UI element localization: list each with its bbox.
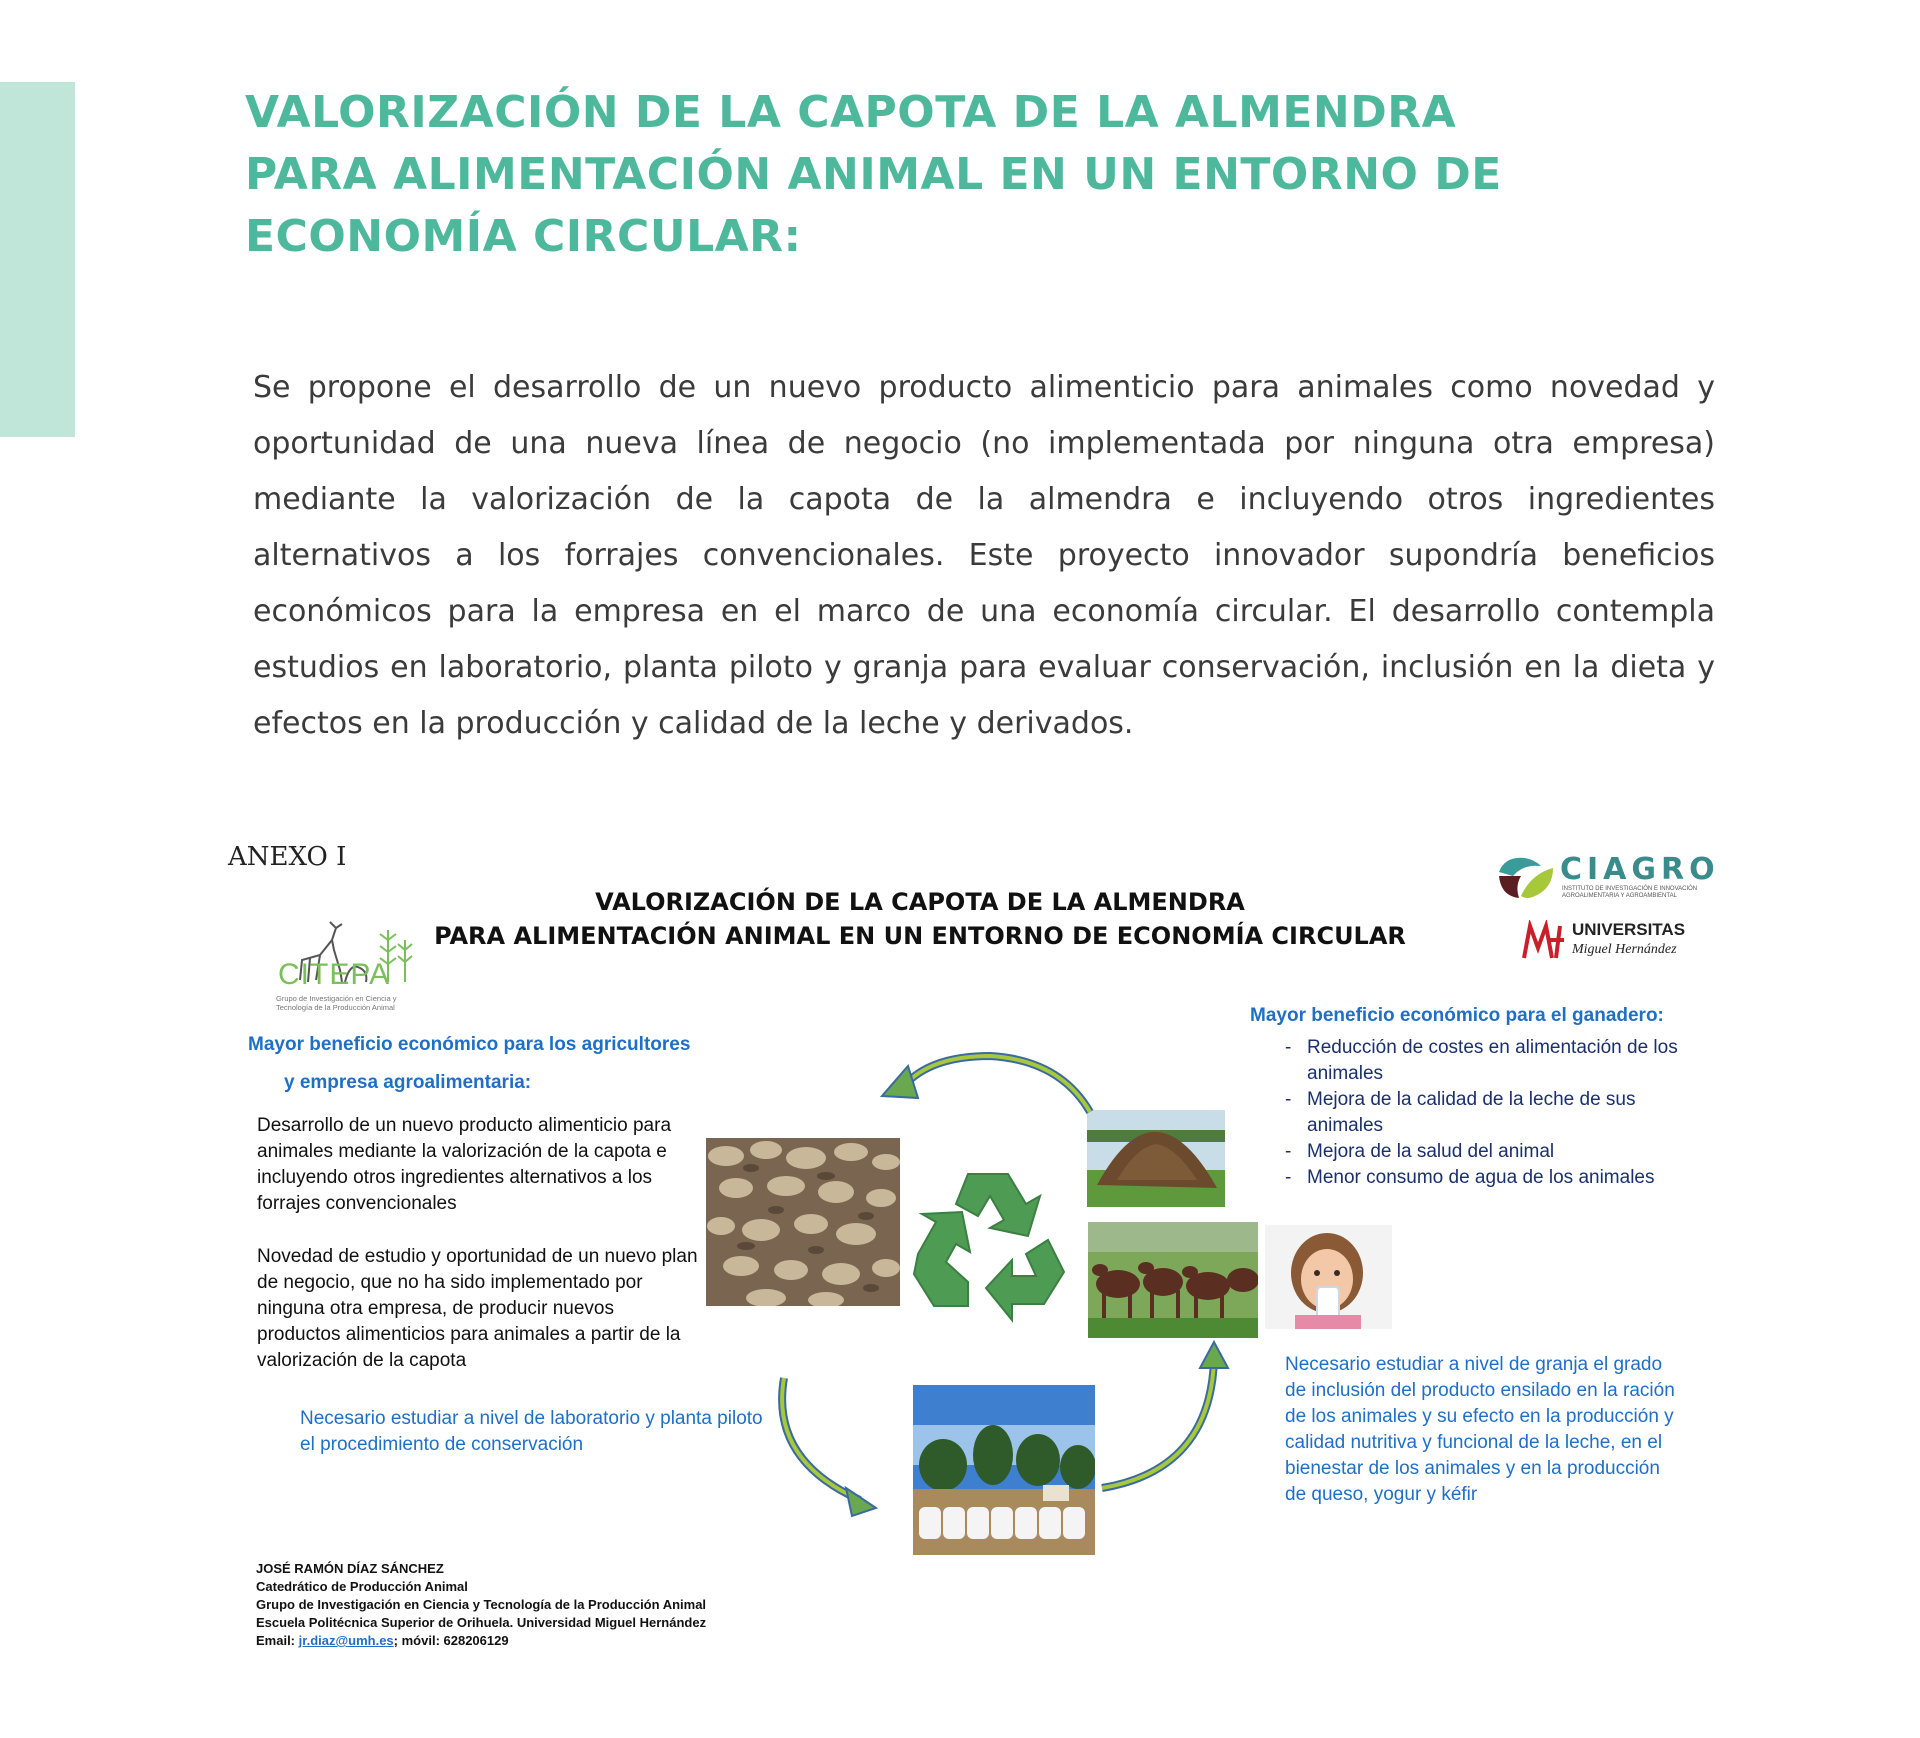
farmers-paragraph-2: Novedad de estudio y oportunidad de un nuevo plan de negocio, que no ha sido implementado por ninguna otra empresa, de producir nuevos productos alimenticios para animales a partir de la valorización de la capota	[257, 1246, 698, 1371]
umh-name: UNIVERSITAS	[1572, 920, 1686, 939]
annex-label: ANEXO I	[228, 842, 347, 872]
citepa-subtitle: Grupo de Investigación en Ciencia y Tecnología de la Producción Animal	[276, 994, 397, 1012]
compost-pile-photo	[1087, 1110, 1225, 1207]
list-item: - Reducción de costes en alimentación de los animales	[1285, 1035, 1715, 1087]
ciagro-leaf-logo-icon	[1495, 852, 1557, 902]
email-label: Email:	[256, 1633, 299, 1648]
author-name: JOSÉ RAMÓN DÍAZ SÁNCHEZ	[256, 1561, 444, 1576]
almond-hulls-photo	[706, 1138, 900, 1306]
silage-bales-photo	[913, 1385, 1095, 1555]
list-item: - Menor consumo de agua de los animales	[1285, 1165, 1715, 1191]
annex-title-line-2: PARA ALIMENTACIÓN ANIMAL EN UN ENTORNO DE ECONOMÍA CIRCULAR	[434, 922, 1406, 950]
page-title-line-2: PARA ALIMENTACIÓN ANIMAL EN UN ENTORNO DE	[245, 149, 1502, 200]
farmers-heading-line-1: Mayor beneficio económico para los agricultores	[248, 1034, 691, 1055]
author-school: Escuela Politécnica Superior de Orihuela. Universidad Miguel Hernández	[256, 1615, 707, 1630]
citepa-name: CITEPA	[278, 958, 391, 991]
farmers-heading	[248, 1026, 690, 1102]
cycle-arrow-left-icon	[770, 1370, 890, 1520]
rancher-heading: Mayor beneficio económico para el ganadero:	[1250, 1005, 1664, 1026]
signature-block	[256, 1560, 706, 1650]
author-contact	[256, 1632, 706, 1650]
umh-subtitle: Miguel Hernández	[1572, 942, 1677, 957]
page-title	[245, 82, 1545, 268]
goats-photo	[1088, 1222, 1258, 1338]
annex-title	[380, 885, 1460, 953]
page-title-line-1: VALORIZACIÓN DE LA CAPOTA DE LA ALMENDRA	[245, 87, 1457, 138]
ciagro-subtitle: INSTITUTO DE INVESTIGACIÓN E INNOVACIÓN AGROALIMENTARIA Y AGROAMBIENTAL	[1562, 886, 1698, 899]
accent-bar	[0, 82, 75, 437]
cycle-arrow-right-icon	[1090, 1340, 1230, 1500]
rancher-benefits-list	[1285, 1035, 1715, 1191]
farmers-paragraph-1: Desarrollo de un nuevo producto alimenticio para animales mediante la valorización de la capota e incluyendo otros ingredientes alternativos a los forrajes convencionales	[257, 1115, 672, 1214]
ciagro-name: CIAGRO	[1560, 852, 1720, 887]
annex-title-line-1: VALORIZACIÓN DE LA CAPOTA DE LA ALMENDRA	[595, 888, 1245, 916]
laboratory-note: Necesario estudiar a nivel de laboratorio y planta piloto el procedimiento de conservación	[300, 1408, 763, 1455]
page-title-line-3: ECONOMÍA CIRCULAR:	[245, 211, 802, 262]
author-group: Grupo de Investigación en Ciencia y Tecnología de la Producción Animal	[256, 1597, 707, 1612]
intro-paragraph: Se propone el desarrollo de un nuevo producto alimenticio para animales como novedad y oportunidad de una nueva línea de negocio (no implementada por ninguna otra empresa) mediante la valorización de la capota de la almendra e incluyendo otros ingredientes alternativos a los forrajes convencionales. Este proyecto innovador supondría beneficios económicos para la empresa en el marco de una economía circular. El desarrollo contempla estudios en laboratorio, planta piloto y granja para evaluar conservación, inclusión en la dieta y efectos en la producción y calidad de la leche y derivados.	[253, 370, 1715, 741]
author-role: Catedrático de Producción Animal	[256, 1579, 468, 1594]
email-link[interactable]: jr.diaz@umh.es	[298, 1633, 394, 1648]
cycle-arrow-top-icon	[860, 1040, 1110, 1120]
farm-study-note: Necesario estudiar a nivel de granja el grado de inclusión del producto ensilado en la ración de los animales y su efecto en la producción y calidad nutritiva y funcional de la leche, en el bienestar de los animales y en la producción de queso, yogur y kéfir	[1285, 1354, 1675, 1505]
list-item: - Mejora de la salud del animal	[1285, 1139, 1715, 1165]
list-item: - Mejora de la calidad de la leche de sus animales	[1285, 1087, 1715, 1139]
child-drinking-milk-photo	[1265, 1225, 1392, 1329]
recycle-icon	[908, 1166, 1070, 1326]
umh-logo-icon	[1520, 920, 1568, 962]
farmers-heading-line-2: y empresa agroalimentaria:	[284, 1072, 532, 1093]
phone-text: ; móvil: 628206129	[393, 1633, 509, 1648]
